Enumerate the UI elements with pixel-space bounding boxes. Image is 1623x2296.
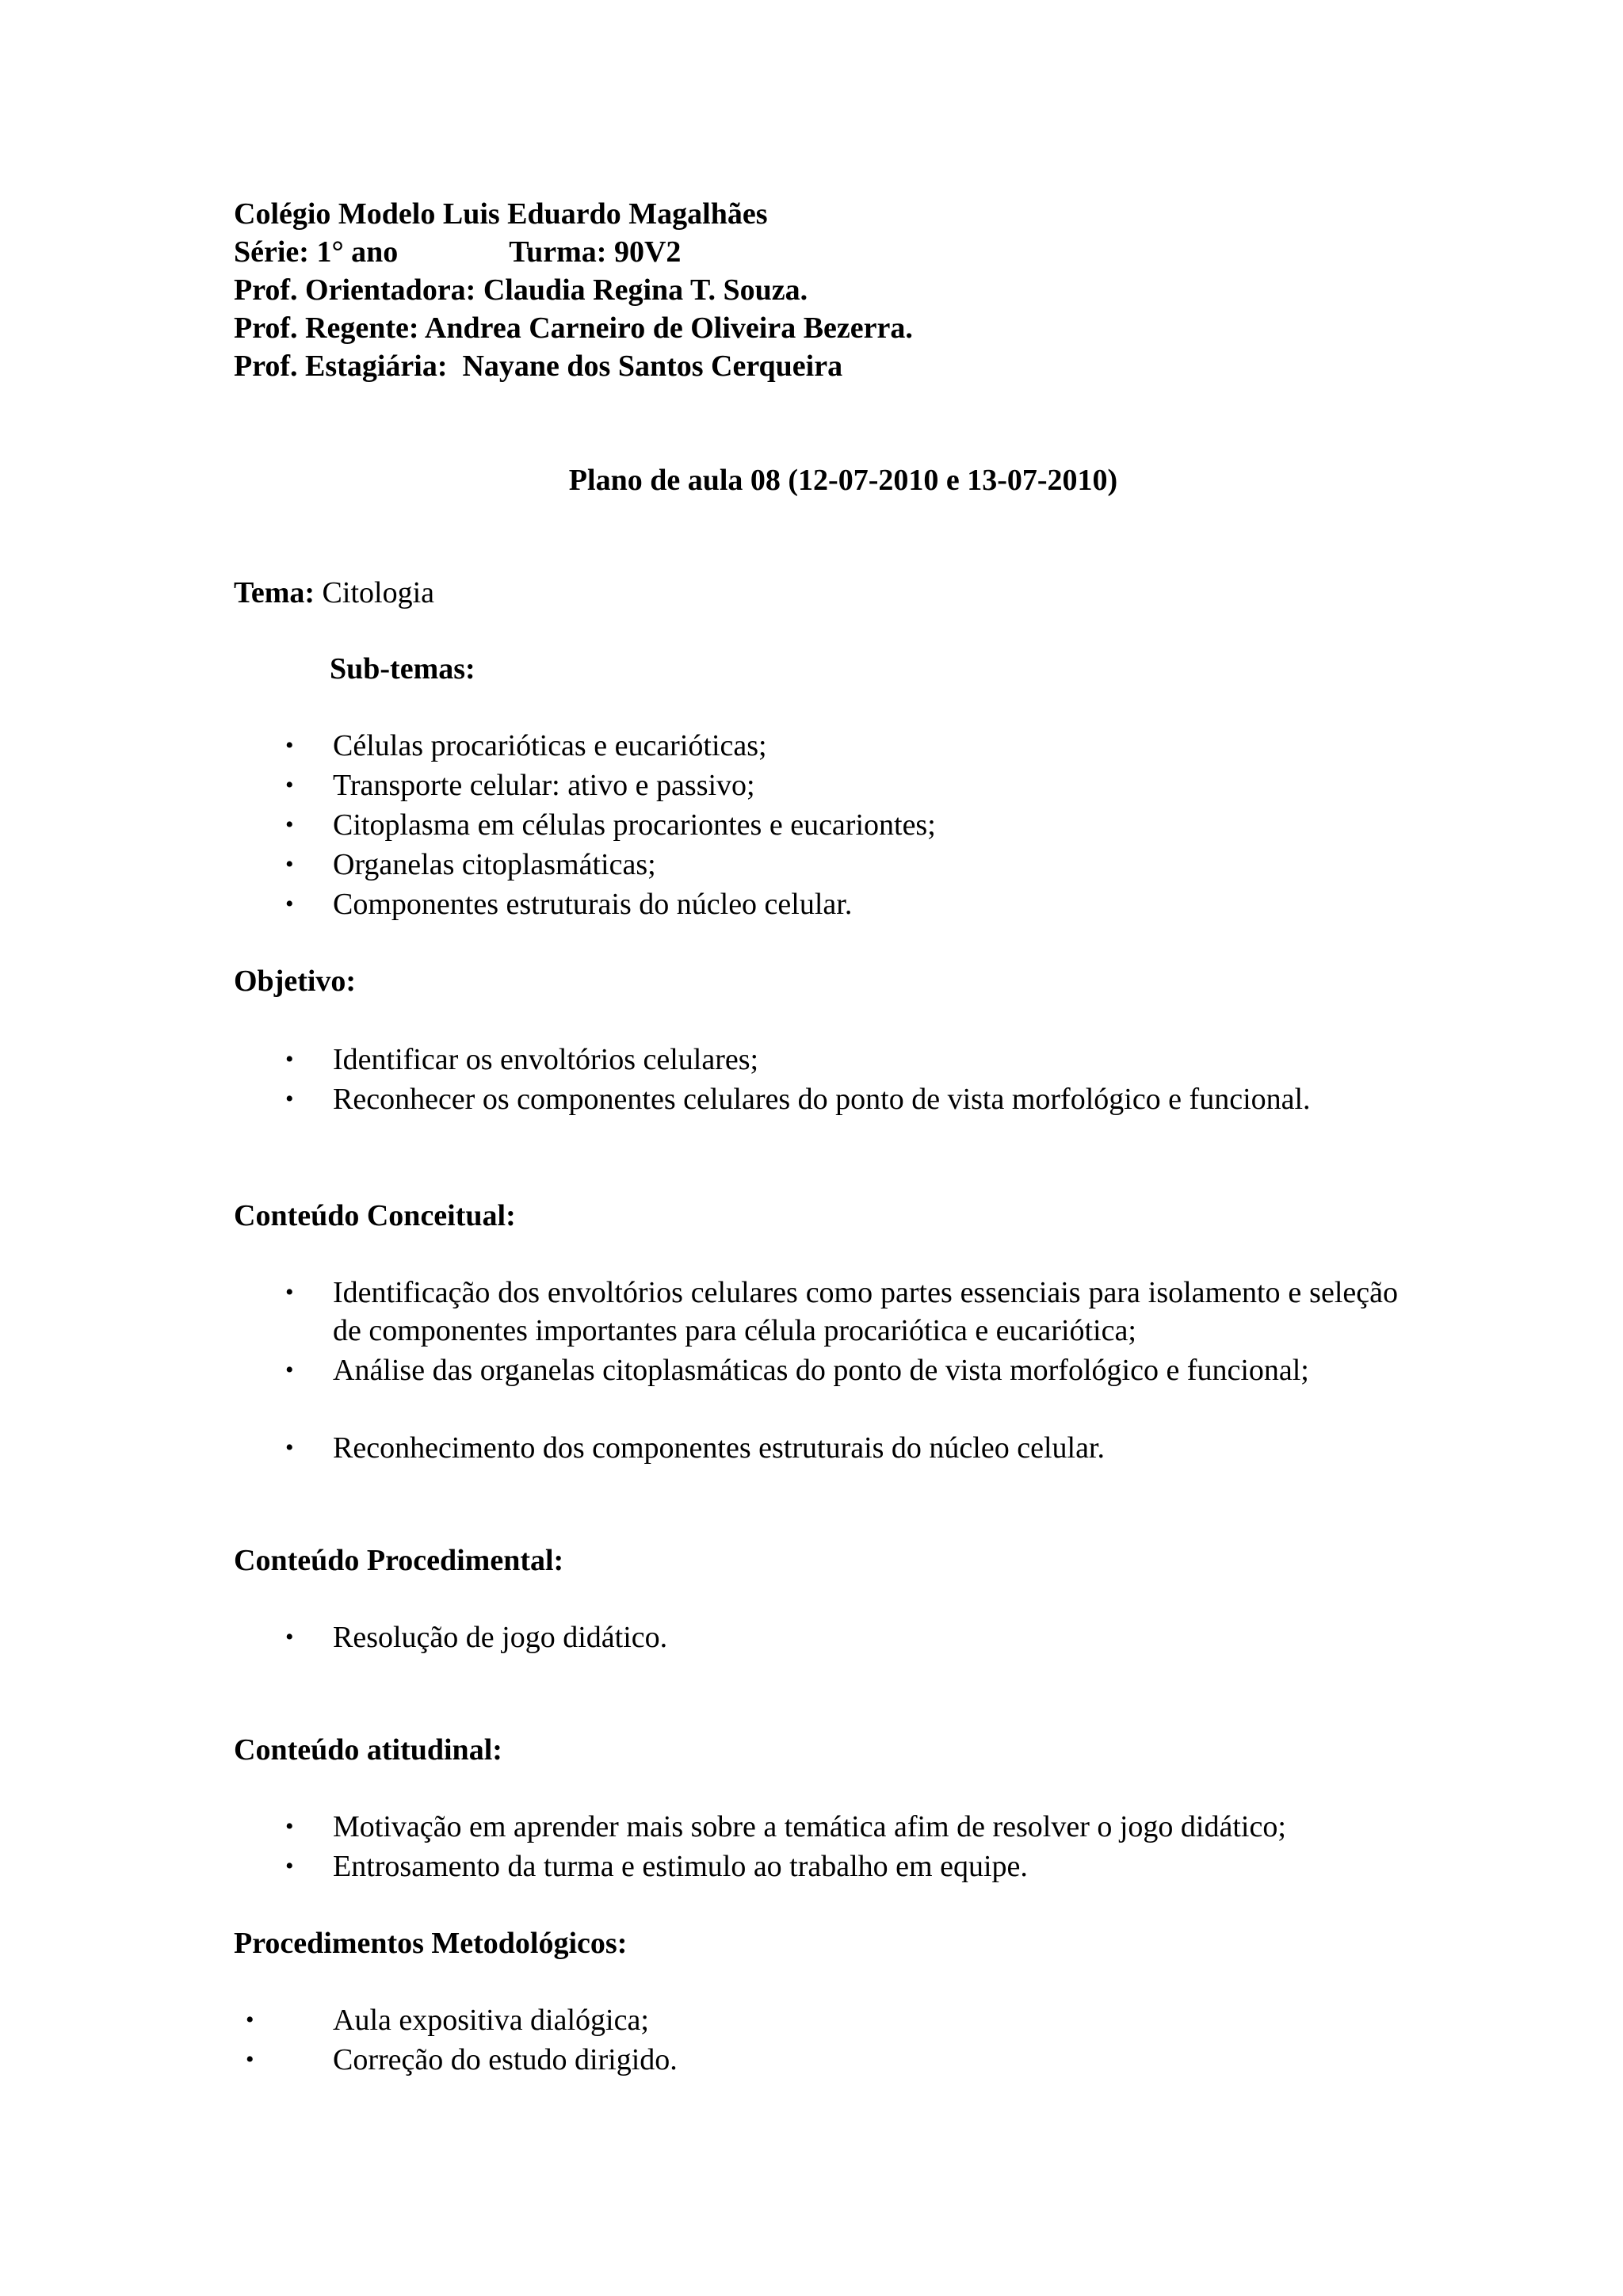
- bullet-icon: •: [285, 1279, 294, 1305]
- bullet-icon: •: [285, 1435, 294, 1461]
- bullet-icon: •: [285, 1853, 294, 1879]
- bullet-icon: •: [285, 1624, 294, 1650]
- list-item-text: Entrosamento da turma e estimulo ao trabalho em equipe.: [333, 1850, 1028, 1883]
- regente-line: Prof. Regente: Andrea Carneiro de Oliveira Bezerra.: [234, 311, 913, 345]
- list-item-text: Organelas citoplasmáticas;: [333, 848, 656, 881]
- turma-text: Turma: 90V2: [509, 235, 682, 269]
- tema-label: Tema:: [234, 576, 315, 609]
- tema-line: [234, 574, 434, 612]
- list-item-text: Identificação dos envoltórios celulares como partes essenciais para isolamento e seleção de componentes importantes para célula procariótica e eucariótica;: [333, 1276, 1398, 1347]
- list-item-text: Aula expositiva dialógica;: [333, 2004, 649, 2037]
- school-name: Colégio Modelo Luis Eduardo Magalhães: [234, 197, 768, 231]
- bullet-icon: •: [285, 1086, 294, 1112]
- conceitual-heading: Conteúdo Conceitual:: [234, 1199, 516, 1232]
- list-item-text: Resolução de jogo didático.: [333, 1621, 668, 1654]
- bullet-icon: •: [246, 2046, 254, 2073]
- list-item-text: Reconhecer os componentes celulares do ponto de vista morfológico e funcional.: [333, 1083, 1311, 1116]
- list-item-text: Identificar os envoltórios celulares;: [333, 1043, 759, 1076]
- serie-text: Série: 1° ano: [234, 235, 399, 269]
- objetivo-heading: Objetivo:: [234, 965, 357, 998]
- list-item-text: Análise das organelas citoplasmáticas do ponto de vista morfológico e funcional;: [333, 1354, 1309, 1387]
- lesson-plan-title: Plano de aula 08 (12-07-2010 e 13-07-2010): [568, 464, 1118, 497]
- list-item-text: Células procarióticas e eucarióticas;: [333, 729, 767, 762]
- estagiaria-line: Prof. Estagiária: Nayane dos Santos Cerqueira: [234, 350, 843, 383]
- subtemas-heading: Sub-temas:: [330, 652, 475, 686]
- bullet-icon: •: [246, 2007, 254, 2033]
- list-item-text: Componentes estruturais do núcleo celular.: [333, 888, 853, 921]
- list-item-text: Correção do estudo dirigido.: [333, 2043, 678, 2076]
- bullet-icon: •: [285, 732, 294, 758]
- tema-value: Citologia: [322, 576, 434, 609]
- procedimental-heading: Conteúdo Procedimental:: [234, 1544, 564, 1577]
- bullet-icon: •: [285, 1813, 294, 1839]
- bullet-icon: •: [285, 851, 294, 877]
- list-item-text: Citoplasma em células procariontes e eucariontes;: [333, 808, 936, 842]
- orientadora-line: Prof. Orientadora: Claudia Regina T. Souza.: [234, 273, 808, 307]
- bullet-icon: •: [285, 772, 294, 798]
- bullet-icon: •: [285, 812, 294, 838]
- atitudinal-heading: Conteúdo atitudinal:: [234, 1733, 502, 1767]
- bullet-icon: •: [285, 1357, 294, 1383]
- list-item-text: Transporte celular: ativo e passivo;: [333, 769, 755, 802]
- bullet-icon: •: [285, 1046, 294, 1072]
- list-item-text: Reconhecimento dos componentes estruturais do núcleo celular.: [333, 1431, 1105, 1465]
- serie-turma-line: [234, 233, 681, 271]
- list-item-text: Motivação em aprender mais sobre a temática afim de resolver o jogo didático;: [333, 1810, 1286, 1843]
- metodologicos-heading: Procedimentos Metodológicos:: [234, 1927, 628, 1960]
- bullet-icon: •: [285, 891, 294, 917]
